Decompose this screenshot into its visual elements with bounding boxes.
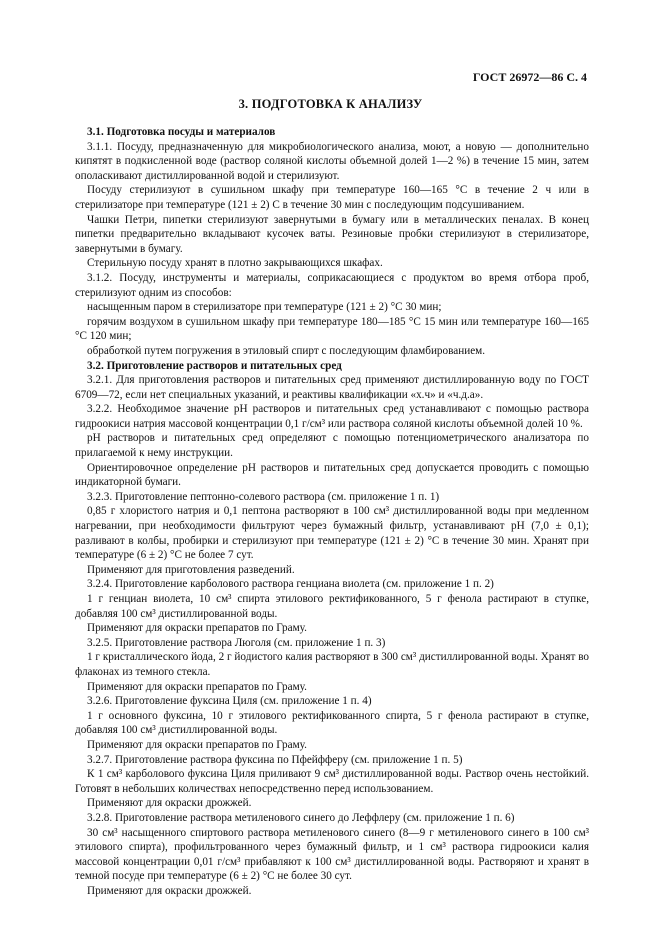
paragraph: 3.2.7. Приготовление раствора фуксина по Пфейфферу (см. приложение 1 п. 5) [87,753,463,766]
paragraph: Применяют для окраски препаратов по Граму. [87,680,307,693]
paragraph: Применяют для окраски препаратов по Граму. [87,738,307,751]
paragraph: 30 см³ насыщенного спиртового раствора метиленового синего (8—9 г метиленового синего в 100 см³ этилового спирта), профильтрованного через бумажный фильтр, и 1 см³ раствора гидроокиси калия массовой концентрации 0,01 г/см³ прибавляют к 100 см³ дистиллированной воды. Растворяют и хранят в темной посуде при температуре (6 ± 2) °С не более 30 сут. [75,826,589,883]
paragraph: 3.2.8. Приготовление раствора метиленового синего до Леффлеру (см. приложение 1 п. 6) [87,811,515,824]
paragraph: Применяют для приготовления разведений. [87,563,295,576]
paragraph: 3.2.5. Приготовление раствора Люголя (см. приложение 1 п. 3) [87,636,386,649]
paragraph: горячим воздухом в сушильном шкафу при температуре 180—185 °С 15 мин или температуре 160—165 °С 120 мин; [75,315,589,343]
paragraph: насыщенным паром в стерилизаторе при температуре (121 ± 2) °С 30 мин; [87,301,442,314]
paragraph: Чашки Петри, пипетки стерилизуют завернутыми в бумагу или в металлических пеналах. В конец пипетки предварительно вкладывают кусочек ваты. Резиновые пробки стерилизуют в стерилизаторе, завернутыми в бумагу. [75,213,589,255]
paragraph: 3.1.1. Посуду, предназначенную для микробиологического анализа, моют, а новую — дополнительно кипятят в подкисленной воде (раствор соляной кислоты объемной долей 1—2 %) в течение 15 мин, затем ополаскивают дистиллированной водой и стерилизуют. [75,140,589,182]
subsection-heading: 3.2. Приготовление растворов и питательных сред [87,359,342,372]
paragraph: pH растворов и питательных сред определяют с помощью потенциометрического анализатора по прилагаемой к нему инструкции. [75,432,589,460]
paragraph: 3.2.6. Приготовление фуксина Циля (см. приложение 1 п. 4) [87,695,372,708]
paragraph: Применяют для окраски дрожжей. [87,797,252,810]
section-title: 3. ПОДГОТОВКА К АНАЛИЗУ [238,97,423,111]
paragraph: 3.2.4. Приготовление карболового раствора генциана виолета (см. приложение 1 п. 2) [87,578,494,591]
paragraph: Стерильную посуду хранят в плотно закрывающихся шкафах. [87,257,383,270]
paragraph: 3.2.2. Необходимое значение pH растворов и питательных сред устанавливают с помощью раствора гидроокиси натрия массовой концентрации 0,1 г/см³ или раствора соляной кислоты объемной долей 10 %. [75,403,589,430]
paragraph: 0,85 г хлористого натрия и 0,1 пептона растворяют в 100 см³ дистиллированной воды при медленном нагревании, при необходимости фильтруют через бумажный фильтр, устанавливают pH (7,0 ± 0,1); разливают в колбы, пробирки и стерилизуют при температуре (121 ± 2) °С в течение 30 мин. Хранят при температуре (6 ± 2) °С не более 7 сут. [75,505,589,562]
paragraph: Посуду стерилизуют в сушильном шкафу при температуре 160—165 °С в течение 2 ч или в стерилизаторе при температуре (121 ± 2) С в течение 30 мин с последующим подсушиванием. [75,184,589,211]
page-header: ГОСТ 26972—86 С. 4 [472,70,587,84]
paragraph: 1 г основного фуксина, 10 г этилового ректификованного спирта, 5 г фенола растирают в ступке, добавляя 100 см³ дистиллированной воды. [75,709,589,737]
paragraph: Применяют для окраски дрожжей. [87,884,252,897]
paragraph: Ориентировочное определение pH растворов и питательных сред допускается проводить с помощью индикаторной бумаги. [75,461,589,489]
paragraph: Применяют для окраски препаратов по Граму. [87,622,307,635]
paragraph: К 1 см³ карболового фуксина Циля приливают 9 см³ дистиллированной воды. Раствор очень нестойкий. Готовят в небольших количествах непосредственно перед использованием. [75,768,589,795]
paragraph: 1 г генциан виолета, 10 см³ спирта этилового ректификованного, 5 г фенола растирают в ступке, добавляя 100 см³ дистиллированной воды. [75,593,589,620]
paragraph: 3.1.2. Посуду, инструменты и материалы, соприкасающиеся с продуктом во время отбора проб, стерилизуют одним из способов: [75,271,589,299]
paragraph: обработкой путем погружения в этиловый спирт с последующим фламбированием. [87,344,486,357]
paragraph: 1 г кристаллического йода, 2 г йодистого калия растворяют в 300 см³ дистиллированной воды. Хранят во флаконах из темного стекла. [75,651,589,678]
paragraph: 3.2.1. Для приготовления растворов и питательных сред применяют дистиллированную воду по ГОСТ 6709—72, если нет специальных указаний, и реактивы квалификации «х.ч» и «ч.д.а». [75,374,589,401]
paragraph: 3.2.3. Приготовление пептонно-солевого раствора (см. приложение 1 п. 1) [87,490,440,503]
subsection-heading: 3.1. Подготовка посуды и материалов [87,126,276,138]
document-body [75,125,589,898]
